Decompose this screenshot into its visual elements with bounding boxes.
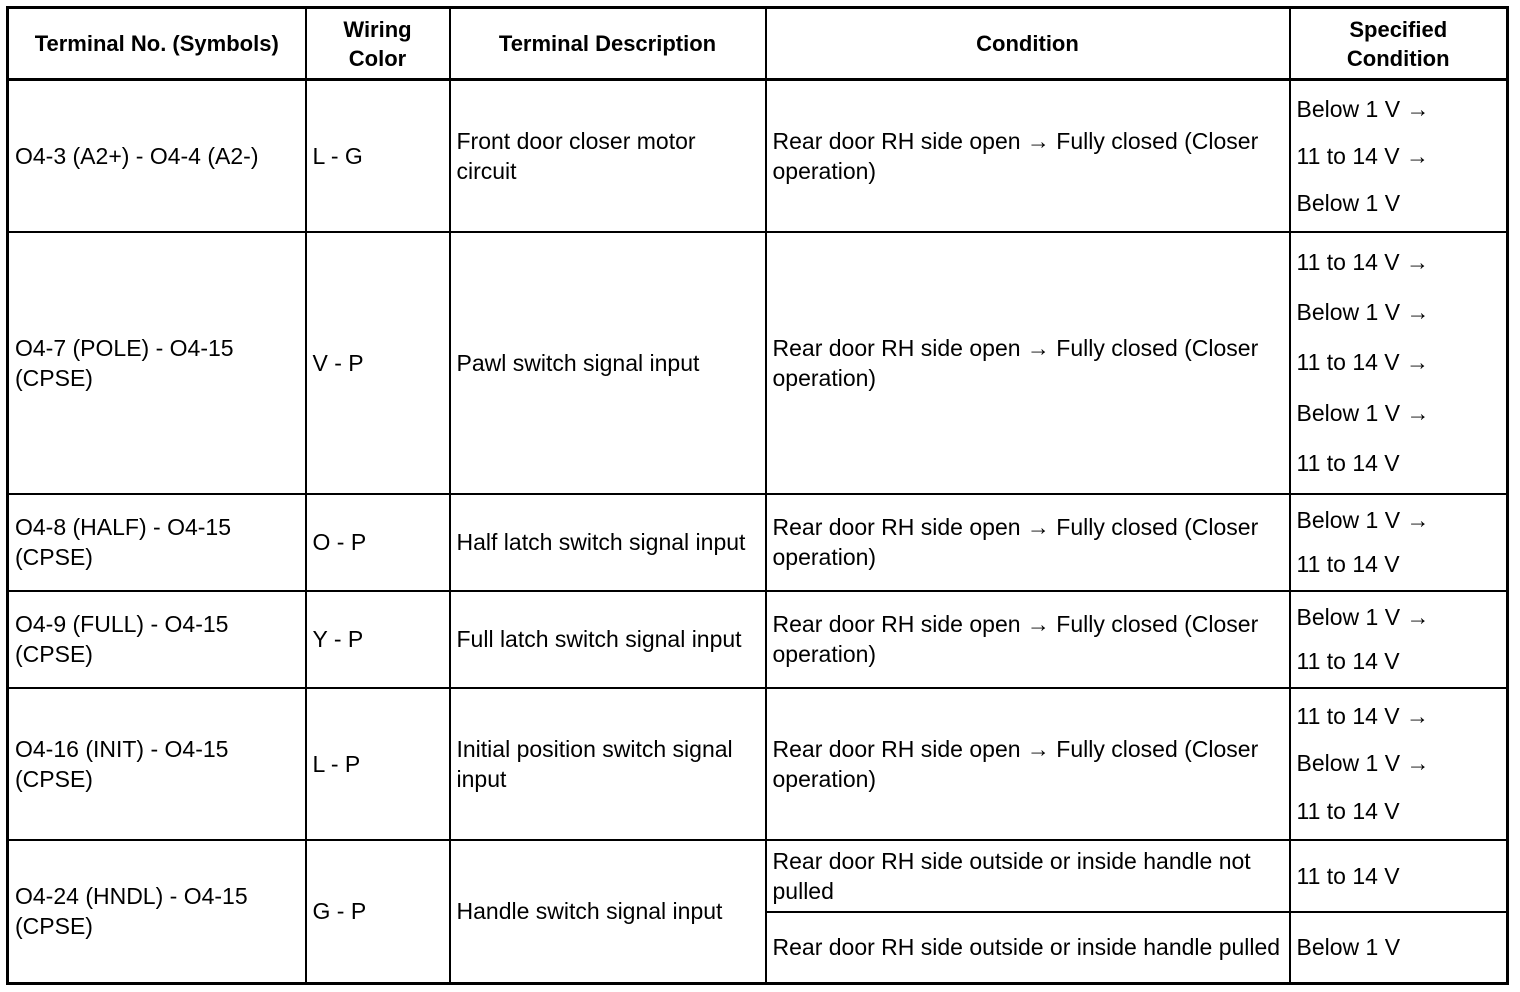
header-condition: Condition — [766, 8, 1290, 80]
specified-value: 11 to 14 V — [1296, 797, 1400, 824]
specified-condition-list — [1297, 85, 1501, 227]
terminal-cell: O4-9 (FULL) - O4-15 (CPSE) — [8, 591, 306, 688]
specified-value: Below 1 V → — [1296, 299, 1430, 326]
condition-cell: Rear door RH side outside or inside handle pulled — [766, 912, 1290, 984]
specified-condition-cell — [1290, 232, 1508, 494]
condition-cell: Rear door RH side open → Fully closed (Closer operation) — [766, 494, 1290, 591]
specified-condition-cell — [1290, 80, 1508, 232]
table-row — [8, 840, 1508, 912]
header-terminal: Terminal No. (Symbols) — [8, 8, 306, 80]
specified-value: 11 to 14 V — [1296, 647, 1400, 674]
terminal-cell: O4-16 (INIT) - O4-15 (CPSE) — [8, 688, 306, 840]
condition-cell: Rear door RH side open → Fully closed (Closer operation) — [766, 591, 1290, 688]
terminal-cell: O4-24 (HNDL) - O4-15 (CPSE) — [8, 840, 306, 984]
specified-value: Below 1 V → — [1296, 604, 1430, 631]
description-cell: Half latch switch signal input — [450, 494, 766, 591]
table-row — [8, 80, 1508, 232]
specified-value: Below 1 V — [1296, 189, 1401, 216]
wiring-color-cell: O - P — [306, 494, 450, 591]
description-cell: Initial position switch signal input — [450, 688, 766, 840]
specified-condition-cell — [1290, 591, 1508, 688]
description-cell: Full latch switch signal input — [450, 591, 766, 688]
specified-condition-cell — [1290, 494, 1508, 591]
table-row — [8, 232, 1508, 494]
specified-value: 11 to 14 V → — [1296, 248, 1430, 275]
specified-value: Below 1 V → — [1296, 95, 1430, 122]
wiring-color-cell: V - P — [306, 232, 450, 494]
terminal-cell: O4-8 (HALF) - O4-15 (CPSE) — [8, 494, 306, 591]
specified-condition-list — [1297, 596, 1501, 683]
specified-condition-cell: 11 to 14 V — [1290, 840, 1508, 912]
table-row — [8, 494, 1508, 591]
specified-condition-cell — [1290, 688, 1508, 840]
terminal-table — [6, 6, 1509, 985]
terminal-cell: O4-7 (POLE) - O4-15 (CPSE) — [8, 232, 306, 494]
specified-value: 11 to 14 V → — [1296, 349, 1430, 376]
table-row — [8, 591, 1508, 688]
specified-condition-list — [1297, 693, 1501, 835]
specified-condition-cell: Below 1 V — [1290, 912, 1508, 984]
header-row — [8, 8, 1508, 80]
specified-condition-list — [1297, 237, 1501, 489]
specified-value: Below 1 V → — [1296, 507, 1430, 534]
specified-value: 11 to 14 V — [1296, 450, 1400, 477]
specified-value: 11 to 14 V — [1296, 550, 1400, 577]
header-terminal-description: Terminal Description — [450, 8, 766, 80]
description-cell: Handle switch signal input — [450, 840, 766, 984]
wiring-color-cell: G - P — [306, 840, 450, 984]
specified-value: 11 to 14 V → — [1296, 703, 1430, 730]
condition-cell: Rear door RH side open → Fully closed (Closer operation) — [766, 80, 1290, 232]
header-wiring-color: Wiring Color — [306, 8, 450, 80]
description-cell: Front door closer motor circuit — [450, 80, 766, 232]
terminal-cell: O4-3 (A2+) - O4-4 (A2-) — [8, 80, 306, 232]
table-row — [8, 688, 1508, 840]
condition-cell: Rear door RH side outside or inside handle not pulled — [766, 840, 1290, 912]
wiring-color-cell: Y - P — [306, 591, 450, 688]
specified-condition-list — [1297, 499, 1501, 586]
description-cell: Pawl switch signal input — [450, 232, 766, 494]
specified-value: Below 1 V → — [1296, 750, 1430, 777]
condition-cell: Rear door RH side open → Fully closed (Closer operation) — [766, 688, 1290, 840]
wiring-color-cell: L - G — [306, 80, 450, 232]
specified-value: 11 to 14 V → — [1296, 142, 1430, 169]
condition-cell: Rear door RH side open → Fully closed (Closer operation) — [766, 232, 1290, 494]
specified-value: Below 1 V → — [1296, 399, 1430, 426]
header-specified-condition: Specified Condition — [1290, 8, 1508, 80]
wiring-color-cell: L - P — [306, 688, 450, 840]
